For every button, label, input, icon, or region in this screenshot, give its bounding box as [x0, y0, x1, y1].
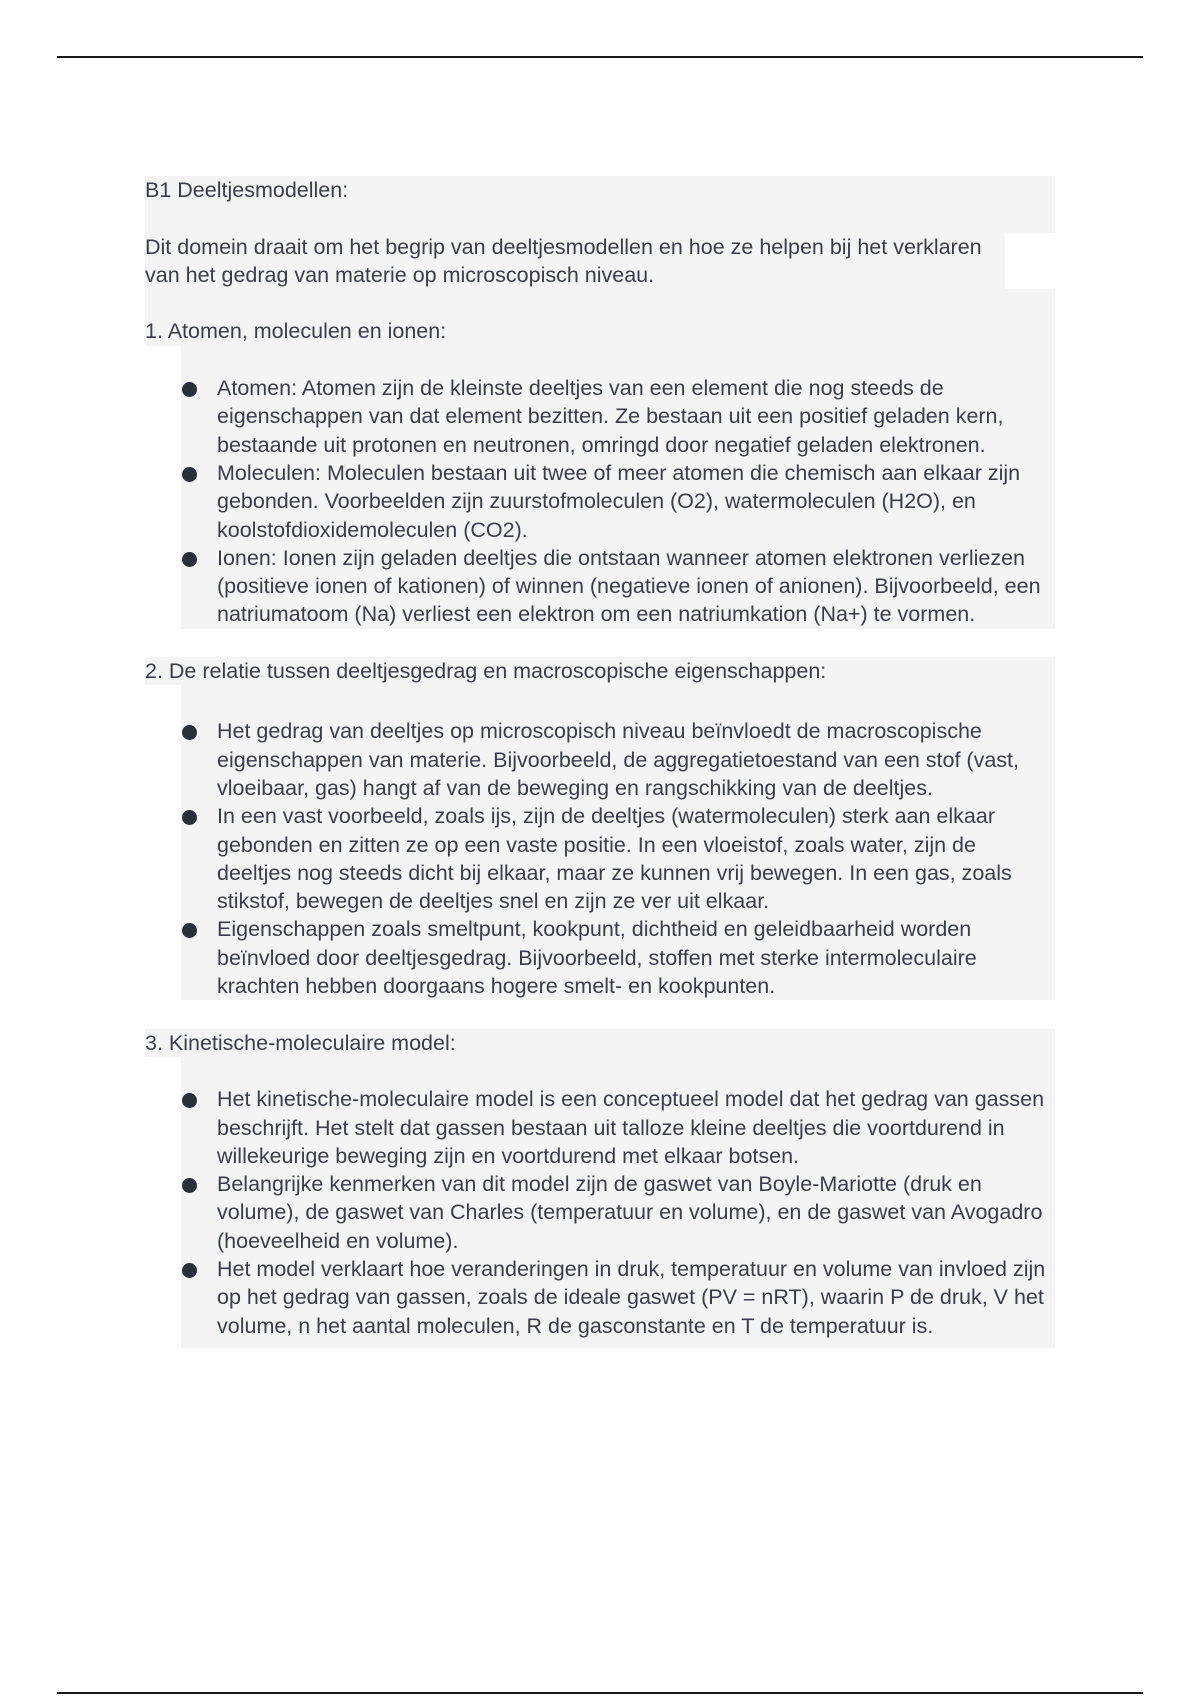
list-item: Atomen: Atomen zijn de kleinste deeltjes van een element die nog steeds de eigenschappen van dat element bezitten. Ze bestaan uit een positief geladen kern, bestaande uit protonen en neutronen, omringd door negatief geladen elektronen.: [181, 374, 1055, 459]
section-title-3: 3. Kinetische-moleculaire model:: [145, 1029, 1055, 1057]
bullet-icon: [182, 1093, 197, 1108]
document-body: [145, 176, 1055, 1348]
bullet-icon: [182, 467, 197, 482]
section-list-1: [181, 346, 1055, 629]
document-intro: Dit domein draait om het begrip van deeltjesmodellen en hoe ze helpen bij het verklaren van het gedrag van materie op microscopisch niveau.: [145, 233, 1005, 290]
top-rule: [57, 56, 1143, 58]
list-item: Belangrijke kenmerken van dit model zijn de gaswet van Boyle-Mariotte (druk en volume), de gaswet van Charles (temperatuur en volume), en de gaswet van Avogadro (hoeveelheid en volume).: [181, 1170, 1055, 1255]
bullet-icon: [182, 923, 197, 938]
bullet-icon: [182, 725, 197, 740]
list-item: Het kinetische-moleculaire model is een conceptueel model dat het gedrag van gassen beschrijft. Het stelt dat gassen bestaan uit talloze kleine deeltjes die voortdurend in willekeurige beweging zijn en voortdurend met elkaar botsen.: [181, 1085, 1055, 1170]
bullet-icon: [182, 1263, 197, 1278]
section-title-1: 1. Atomen, moleculen en ionen:: [145, 317, 1055, 345]
bullet-icon: [182, 552, 197, 567]
list-item: In een vast voorbeeld, zoals ijs, zijn de deeltjes (watermoleculen) sterk aan elkaar gebonden en zitten ze op een vaste positie. In een vloeistof, zoals water, zijn de deeltjes nog steeds dicht bij elkaar, maar ze kunnen vrij bewegen. In een gas, zoals stikstof, bewegen de deeltjes snel en zijn ze ver uit elkaar.: [181, 802, 1055, 915]
list-item: Moleculen: Moleculen bestaan uit twee of meer atomen die chemisch aan elkaar zijn gebonden. Voorbeelden zijn zuurstofmoleculen (O2), watermoleculen (H2O), en koolstofdioxidemoleculen (CO2).: [181, 459, 1055, 544]
section-title-2: 2. De relatie tussen deeltjesgedrag en macroscopische eigenschappen:: [145, 657, 1055, 685]
list-item: Eigenschappen zoals smeltpunt, kookpunt, dichtheid en geleidbaarheid worden beïnvloed door deeltjesgedrag. Bijvoorbeeld, stoffen met sterke intermoleculaire krachten hebben doorgaans hogere smelt- en kookpunten.: [181, 915, 1055, 1000]
section-list-3: [181, 1057, 1055, 1348]
list-item: Het model verklaart hoe veranderingen in druk, temperatuur en volume van invloed zijn op het gedrag van gassen, zoals de ideale gaswet (PV = nRT), waarin P de druk, V het volume, n het aantal moleculen, R de gasconstante en T de temperatuur is.: [181, 1255, 1055, 1340]
bottom-rule: [57, 1692, 1143, 1694]
document-heading: B1 Deeltjesmodellen:: [145, 176, 1055, 204]
list-item: Het gedrag van deeltjes op microscopisch niveau beïnvloedt de macroscopische eigenschappen van materie. Bijvoorbeeld, de aggregatietoestand van een stof (vast, vloeibaar, gas) hangt af van de beweging en rangschikking van de deeltjes.: [181, 717, 1055, 802]
list-item: Ionen: Ionen zijn geladen deeltjes die ontstaan wanneer atomen elektronen verliezen (positieve ionen of kationen) of winnen (negatieve ionen of anionen). Bijvoorbeeld, een natriumatoom (Na) verliest een elektron om een natriumkation (Na+) te vormen.: [181, 544, 1055, 629]
bullet-icon: [182, 382, 197, 397]
section-list-2: [181, 685, 1055, 1000]
bullet-icon: [182, 810, 197, 825]
bullet-icon: [182, 1178, 197, 1193]
